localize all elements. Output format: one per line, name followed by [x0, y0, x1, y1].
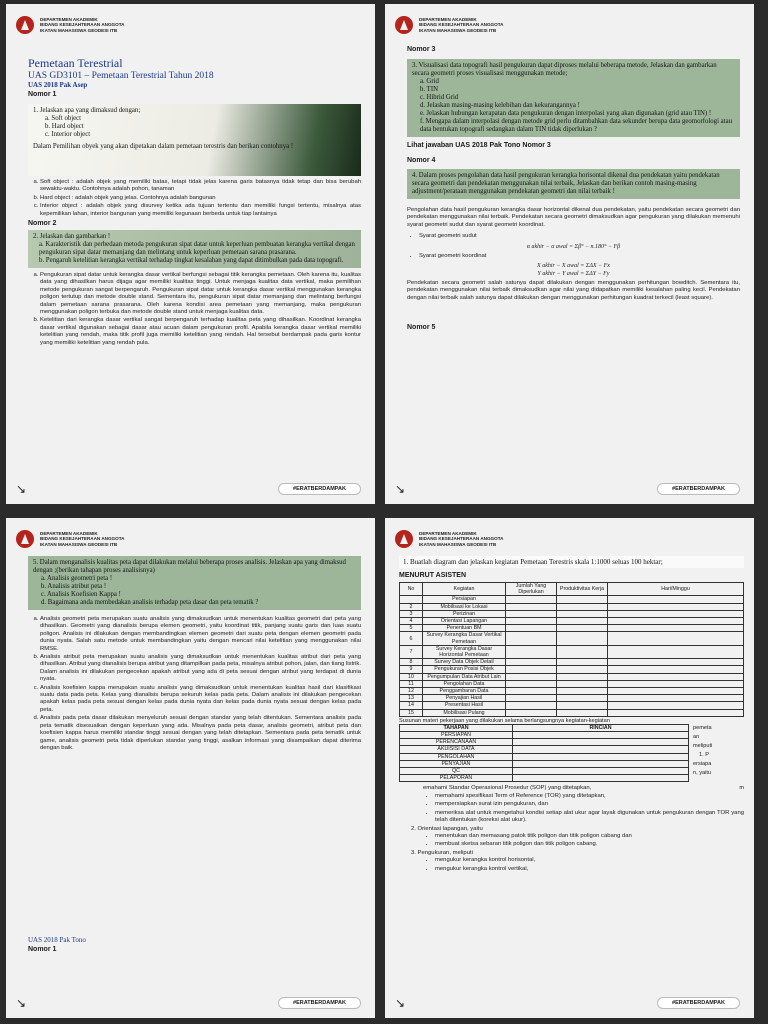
list-heading: 2. Orientasi lapangan, yaitu [411, 825, 483, 832]
header-line: IKATAN MAHASISWA GEODESI ITB [40, 541, 118, 547]
empty-cell [513, 732, 689, 739]
organization-logo [16, 16, 34, 34]
activity-name: Pengumpulan Data Atribut Lain [423, 673, 506, 680]
header-line: IKATAN MAHASISWA GEODESI ITB [40, 27, 118, 33]
column-header: No [400, 583, 423, 596]
answer-text [28, 616, 361, 752]
empty-cell [557, 702, 608, 709]
row-number: 5 [400, 625, 423, 632]
header-line: IKATAN MAHASISWA GEODESI ITB [419, 541, 497, 547]
answer-text: Pendekatan secara geometri salah satunya dapat dilakukan dengan menggunakan perhitungan bowditch. Sementara itu, pendekatan menggunakan nilai terbaik dimaksudkan agar nilai yang didapatkan memiliki kesalahan paling kecil. Pendekatan dengan nilai terbaik salah satunya dapat dilakukan dengan menggunakan perhitungan kuadrat terkecil (least square). [407, 280, 740, 301]
arrow-down-left-icon: ↘ [16, 482, 27, 496]
empty-cell [506, 603, 557, 610]
row-number: 8 [400, 659, 423, 666]
empty-cell [608, 680, 744, 687]
empty-cell [506, 695, 557, 702]
empty-cell [557, 680, 608, 687]
table-row [400, 673, 744, 680]
empty-cell [557, 625, 608, 632]
activity-name: Survey Data Objek Detail [423, 659, 506, 666]
answer-text [28, 179, 361, 218]
question-number: Nomor 4 [407, 157, 436, 164]
document-page-3 [6, 518, 375, 1018]
row-number: 15 [400, 709, 423, 716]
row-number: 9 [400, 666, 423, 673]
stage-name: QC [400, 768, 513, 775]
answer-item: b. Analisis atribut peta merupakan suatu analisis yang dimaksudkan untuk menentukan kualitas atribut dari peta yang dihasilkan. Atribut yang dianalisis berupa atribut yang ditampilkan pada peta, misalnya atribut pohon, jalan, dan tiang listrik. Dalam analisis ini dilakukan pengecekan apakah atribut yang ada di peta sesuai dengan atribut yang terdapat di dunia nyata. [40, 654, 361, 684]
empty-cell [608, 695, 744, 702]
table-row [400, 625, 744, 632]
table-row [400, 775, 689, 782]
activity-name: Pengolahan Data [423, 680, 506, 687]
hashtag-badge: #ERATBERDAMPAK [278, 997, 361, 1009]
empty-cell [557, 618, 608, 625]
empty-cell [557, 596, 608, 603]
column-header: Hari/Minggu [608, 583, 744, 596]
table-row [400, 645, 744, 658]
column-header: RINCIAN [513, 724, 689, 731]
row-number: 13 [400, 695, 423, 702]
table-caption: Susunan materi pekerjaan yang dilakukan selama berlangsungnya kegiatan-kegiatan [399, 717, 610, 724]
side-fragments: pemeta an meliputi 1. P ersiapa n, yaitu [693, 724, 713, 776]
empty-cell [557, 688, 608, 695]
list-item: • mengukur kerangka kontrol vertikal, [435, 866, 744, 873]
list-item: • mempersiapkan surat izin pengukuran, dan [435, 801, 744, 808]
answer-item: a. Soft object : adalah objek yang memiliki batas, tetapi tidak jelas karena garis batasnya tidak tetap dan bisa berubah sewaktu-waktu. Contohnya adalah pohon, tanaman [40, 179, 361, 194]
table-row [400, 659, 744, 666]
table-row [400, 732, 689, 739]
table-row [400, 760, 689, 767]
table-row [400, 695, 744, 702]
empty-cell [557, 666, 608, 673]
empty-cell [557, 695, 608, 702]
empty-cell [506, 688, 557, 695]
empty-cell [513, 739, 689, 746]
row-number: 14 [400, 702, 423, 709]
hashtag-badge: #ERATBERDAMPAK [278, 483, 361, 495]
page-header [395, 11, 503, 39]
activity-name: Presentasi Hasil [423, 702, 506, 709]
document-page-2 [385, 4, 754, 504]
activity-name: Pengukuran Posisi Objek [423, 666, 506, 673]
question-number: Nomor 1 [28, 946, 57, 953]
stage-name: PERSIAPAN [400, 732, 513, 739]
question-photo: 1. Buatlah diagram dan jelaskan kegiatan Pemetaan Terestris skala 1:1000 seluas 100 hektar; [399, 556, 744, 568]
column-header: TAHAPAN [400, 724, 513, 731]
stage-name: PENYAJIAN [400, 760, 513, 767]
empty-cell [608, 673, 744, 680]
question-number: Nomor 2 [28, 220, 57, 228]
list-item: • mengukur kerangka kontrol horisontal, [435, 857, 744, 864]
empty-cell [608, 596, 744, 603]
table-row [400, 753, 689, 760]
empty-cell [506, 632, 557, 645]
page-header [395, 525, 503, 553]
row-number: 12 [400, 688, 423, 695]
empty-cell [608, 702, 744, 709]
empty-cell [557, 659, 608, 666]
table-row [400, 746, 689, 753]
empty-cell [557, 673, 608, 680]
answer-reference: Lihat jawaban UAS 2018 Pak Tono Nomor 3 [407, 142, 551, 149]
stage-name: PELAPORAN [400, 775, 513, 782]
arrow-down-left-icon: ↘ [395, 996, 406, 1010]
table-row [400, 632, 744, 645]
activity-name: Orientasi Lapangan [423, 618, 506, 625]
empty-cell [608, 666, 744, 673]
stage-name: AKUISISI DATA [400, 746, 513, 753]
activity-name: Mobilisasi Pulang [423, 709, 506, 716]
list-item: • memeriksa alat untuk mengetahui kondisi setiap alat ukur agar layak digunakan untuk pengukuran dengan TOR yang telah ditentukan (koreksi alat ukur). [435, 810, 744, 825]
empty-cell [513, 753, 689, 760]
empty-cell [608, 688, 744, 695]
empty-cell [608, 659, 744, 666]
activity-name: Survey Kerangka Dasar Vertikal Pemetaan [423, 632, 506, 645]
list-item: • menentukan dan memasang patok titik poligon dan titik poligon cabang dan [435, 833, 744, 840]
list-heading: 3. Pengukuran, meliputi [411, 849, 473, 856]
question-number: Nomor 1 [28, 91, 57, 98]
question-photo: 5. Dalam menganalisis kualitas peta dapat dilakukan melalui beberapa proses analisis. Jelaskan apa yang dimaksud dengan ;(berikan tahapan proses analisisnya) a. Analisis geometri peta ! b. Analisis atribut peta ! c. Analisis Koefisien Kappa ! d. Bagaimana anda membedakan analisis terhadap peta dasar dan peta tematik ? [28, 556, 361, 610]
question-photo: 2. Jelaskan dan gambarkan ! a. Karakteristik dan perbedaan metoda pengukuran sipat datar untuk keperluan pembuatan kerangka vertikal dengan pengukuran sipat datar memanjang dan melintang untuk keperluan pemetaan sarana prasarana. b. Pengaruh ketelitian kerangka vertikal terhadap tingkat kesalahan yang dapat ditimbulkan pada data topografi. [28, 230, 361, 268]
row-number: 7 [400, 645, 423, 658]
organization-logo [16, 530, 34, 548]
empty-cell [506, 610, 557, 617]
formula-x: X akhir − X awal = ΣΔX − Fx [537, 263, 610, 270]
document-page-4: DEPARTEMEN AKADEMIK BIDANG KESEJAHTERAAN ANGGOTA IKATAN MAHASISWA GEODESI ITB 1. Buatlah diagram dan jelaskan kegiatan Pemetaan Terestris skala 1:1000 seluas 100 hektar; MENURUT ASISTEN No Kegiatan Jumlah Yang Diperlukan Produktivitas Kerja Hari/Minggu Persiapan 2 Mobilisasi ke Lokasi 3 Perizinan 4 Orientasi Lapangan 5 Penentuan BM 6 Survey Kerangka Dasar Vertikal Pemetaan 7 Survey Kerangka Dasar Horizontal Pemetaan 8 Survey Data Objek Detail 9 Pengukuran Posisi Objek 10 Pengumpulan Data Atribut Lain 11 Pengolahan Data 12 Penggambaran Data 13 Penyajian Hasil 14 Presentasi Hasil 15 Mobilisasi Pulang Susunan materi pekerjaan yang dilakukan selama berlangsungnya kegiatan-kegiatan TAHAPAN RINCIAN PERSIAPAN PERENCANAAN AKUISISI DATA PENGOLAHAN PENYAJIAN QC PELAPORAN pemeta an meliputi 1. P ersiapa n, yaitu m emahami Standar Operasional Prosedur (SOP) yang ditetapkan, • memahami spesifikasi Term of Reference (TOR) yang ditetapkan, • mempersiapkan surat izin pengukuran, dan • memeriksa alat untuk mengetahui kondisi setiap alat ukur agar layak digunakan untuk pengukuran dengan TOR yang telah ditentukan (koreksi alat ukur). 2. Orientasi lapangan, yaitu • menentukan dan memasang patok titik poligon dan titik poligon cabang dan • membuat sketsa sebaran titik poligon dan titik poligon cabang. 3. Pengukuran, meliputi • mengukur kerangka kontrol horisontal, • mengukur kerangka kontrol vertikal, ↘ #ERATBERDAMPAK [385, 518, 754, 1018]
arrow-down-left-icon: ↘ [395, 482, 406, 496]
answer-item: b. Hard object : adalah objek yang jelas. Contohnya adalah bangunan [40, 195, 361, 202]
activity-name: Survey Kerangka Dasar Horizontal Pemetaan [423, 645, 506, 658]
formula-y: Y akhir − Y awal = ΣΔY − Fy [537, 271, 610, 278]
empty-cell [506, 645, 557, 658]
list-item: • Syarat geometri koordinat [419, 253, 740, 260]
empty-cell [513, 760, 689, 767]
empty-cell [506, 702, 557, 709]
column-header: Produktivitas Kerja [557, 583, 608, 596]
empty-cell [506, 618, 557, 625]
question-number: Nomor 5 [407, 324, 436, 332]
empty-cell [557, 603, 608, 610]
table-row [400, 680, 744, 687]
row-number: 6 [400, 632, 423, 645]
answer-item: c. Analisis koefisien kappa merupakan suatu analisis yang dimaksudkan untuk menentukan kualitas hasil dari klasifikasi suatu data pada peta. Kelas yang dianalisis berupa sekuruh kelas pada peta. Dalam analisis ini dilakukan pengecekan apakah kelas pada peta sesuai dengan kelas pada dunia nyata dan kelas pada dunia nyata sesuai dengan kelas pada peta. [40, 685, 361, 715]
answer-item: c. Interior object : adalah objek yang disurvey ketika ada tujuan tertentu dan memiliki fungsi tertentu, misalnya atas kepemilikan lahan, interior bangunan yang memiliki kegunaan berbeda untuk tiap lantainya [40, 203, 361, 218]
question-photo: 4. Dalam proses pengolahan data hasil pengukuran kerangka horisontal dikenal dua pendekatan yaitu pendekatan secara geometri dan pendekatan menggunakan nilai terbaik, Jelaskan dan berikan contoh masing-masing adjustment/perataan menggunakan pendekatan geometri dan nilai terbaik ! [407, 169, 740, 199]
stage-table [399, 724, 689, 783]
table-row [400, 739, 689, 746]
question-photo: 3. Visualisasi data topografi hasil pengukuran dapat diproses melalui beberapa metode, Jelaskan dan gambarkan secara geometri proses visualisasi menggunakan metode; a. Grid b. TIN c. Hibrid Grid d. Jelaskan masing-masing kelebihan dan kekurangannya ! e. Jelaskan hubungan kerapatan data pengukuran dengan interpolasi yang akan digunakan (grid atau TIN) ! f. Mengapa dalam interpolasi dengan metode grid perlu ditambahkan data sekunder berupa data geomorfologi atau data bentukan topografi sedangkan dalam TIN tidak diperlukan ? [407, 59, 740, 137]
answer-item: b. Ketelitian dari kerangka dasar vertikal sangat berpengaruh terhadap kualitas peta yang dihasilkan. Koordinat kerangka dasar vertikal digunakan sebagai dasar atau acuan dalam pengukuran profil. Apabila kerangka dasar vertikal memiliki ketelitian yang rendah, maka titik profil juga memiliki ketelitian yang rendah. Hal tersebut berdampak pada garis kontur yang memiliki ketelitian yang rendah pula. [40, 317, 361, 347]
empty-cell [506, 673, 557, 680]
header-line: BIDANG KESEJAHTERAAN ANGGOTA [419, 536, 504, 542]
table-row [400, 596, 744, 603]
answer-item: a. Pengukuran sipat datar untuk kerangka dasar vertikal berfungsi sebagai titik kerangka pemetaan. Oleh karena itu, kualitas data yang dihasilkan harus dijaga agar memiliki kualitas tinggi. Untuk menjaga kualitas data vertikal, maka pemilihan metode pengukuran sangat berpengaruh. Pengukuran sipat datar untuk kerangka dasar vertikal menggunakan kerangka poligon tertutup dan metode double stand. Sementara itu, pengukuran sipat datar memanjang dan melintang berfungsi dalam pemetaan sarana prasarana. Oleh karena kondisi area pemetaan yang memanjang, maka pengukuran menggunakan poligon terbuka dan metode double stand untuk menjaga kualitas data. [40, 272, 361, 316]
formula-angle: α akhir − α awal = Σβ° − n.180° − Fβ [526, 243, 621, 250]
row-number: 10 [400, 673, 423, 680]
empty-cell [608, 709, 744, 716]
list-item: emahami Standar Operasional Prosedur (SOP) yang ditetapkan, [423, 785, 592, 792]
activity-name: Perizinan [423, 610, 506, 617]
table-row [400, 666, 744, 673]
hashtag-badge: #ERATBERDAMPAK [657, 997, 740, 1009]
empty-cell [506, 659, 557, 666]
table-row [400, 618, 744, 625]
empty-cell [506, 709, 557, 716]
row-number [400, 596, 423, 603]
organization-logo [395, 530, 413, 548]
list-item: • memahami spesifikasi Term of Reference (TOR) yang ditetapkan, [435, 793, 744, 800]
header-line: DEPARTEMEN AKADEMIK [419, 16, 477, 22]
table-row [400, 603, 744, 610]
table-row [400, 610, 744, 617]
table-row [400, 702, 744, 709]
empty-cell [608, 603, 744, 610]
header-line: BIDANG KESEJAHTERAAN ANGGOTA [40, 22, 125, 28]
empty-cell [608, 610, 744, 617]
empty-cell [557, 645, 608, 658]
document-title: Pemetaan Terestrial [28, 56, 123, 70]
row-number: 2 [400, 603, 423, 610]
header-line: DEPARTEMEN AKADEMIK [40, 16, 98, 22]
organization-logo [395, 16, 413, 34]
column-header: Jumlah Yang Diperlukan [506, 583, 557, 596]
empty-cell [557, 632, 608, 645]
stage-name: PENGOLAHAN [400, 753, 513, 760]
section-heading: MENURUT ASISTEN [399, 572, 467, 579]
header-line: DEPARTEMEN AKADEMIK [419, 530, 477, 536]
empty-cell [608, 618, 744, 625]
activity-table [399, 582, 744, 717]
header-line: IKATAN MAHASISWA GEODESI ITB [419, 27, 497, 33]
empty-cell [506, 625, 557, 632]
row-number: 11 [400, 680, 423, 687]
question-photo: 1. Jelaskan apa yang dimaksud dengan; a. Soft object b. Hard object c. Interior object Dalam Pemilihan obyek yang akan dipetakan dalam pemetaan terestris dan berikan contohnya ! [28, 104, 361, 176]
activity-name: Penyajian Hasil [423, 695, 506, 702]
exam-label: UAS 2018 Pak Asep [28, 81, 88, 89]
empty-cell [506, 666, 557, 673]
empty-cell [557, 610, 608, 617]
list-item: • Syarat geometri sudut [419, 233, 740, 240]
column-header: Kegiatan [423, 583, 506, 596]
answer-item: a. Analisis geometri peta merupakan suatu analisis yang dimaksudkan untuk menentukan kualitas geometri dari peta yang dihasilkan. Geometri yang dianalisis berupa elemen geometri, yaitu koordinat titik, panjang suatu garis dan luas suatu poligon. Analisis ini dilakukan dengan membandingkan elemen geometri dari suatu peta dengan elemen geometri pada dunia nyata. Salah satu metode untuk membandingkan yaitu dengan mencari nilai ketelitian yang menggunakan nilai RMSE. [40, 616, 361, 653]
empty-cell [506, 596, 557, 603]
row-number: 4 [400, 618, 423, 625]
table-row [400, 768, 689, 775]
header-line: BIDANG KESEJAHTERAAN ANGGOTA [40, 536, 125, 542]
table-row [400, 688, 744, 695]
course-subtitle: UAS GD3101 – Pemetaan Terestrial Tahun 2018 [28, 71, 214, 81]
activity-name: Mobilisasi ke Lokasi [423, 603, 506, 610]
row-number: 3 [400, 610, 423, 617]
header-line: BIDANG KESEJAHTERAAN ANGGOTA [419, 22, 504, 28]
empty-cell [608, 632, 744, 645]
answer-text [28, 272, 361, 347]
answer-text: Pengolahan data hasil pengukuran kerangka dasar horizontal dikenal dua pendekatan, yaitu pendekatan secara geometri dan pendekatan menggunakan nilai terbaik. Pendekatan secara geometri dimaksudkan agar pengukuran yang dilakukan memenuhi syarat geometri sudut dan syarat geometri koordinat. [407, 207, 740, 228]
list-item: • membuat sketsa sebaran titik poligon dan titik poligon cabang. [435, 841, 744, 848]
activity-name: Penggambaran Data [423, 688, 506, 695]
answer-item: d. Analisis pada peta dasar dilakukan menyeluruh sesuai dengan standar yang telah ditentukan. Sementara analisis pada peta tematik disesuaikan dengan keperluan yang ada. Misalnya pada peta dasar, analisis geometri, atribut peta dan koefisien kappa harus memiliki standar tinggi sesuai dengan yang telah ditetapkan. Sementara pada peta tematik untuk game, analisis geometri peta tidak diperlukan standar yang tinggi, asalkan informasi yang disampaikan dapat diterima dengan baik. [40, 715, 361, 752]
document-page-1 [6, 4, 375, 504]
empty-cell [506, 680, 557, 687]
activity-name: Penentuan BM [423, 625, 506, 632]
arrow-down-left-icon: ↘ [16, 996, 27, 1010]
activity-name: Persiapan [423, 596, 506, 603]
empty-cell [513, 746, 689, 753]
hashtag-badge: #ERATBERDAMPAK [657, 483, 740, 495]
stage-name: PERENCANAAN [400, 739, 513, 746]
empty-cell [608, 625, 744, 632]
table-row [400, 709, 744, 716]
page-header [16, 525, 124, 553]
question-number: Nomor 3 [407, 46, 436, 53]
empty-cell [557, 709, 608, 716]
header-line: DEPARTEMEN AKADEMIK [40, 530, 98, 536]
exam-label: UAS 2018 Pak Tono [28, 936, 86, 944]
empty-cell [608, 645, 744, 658]
page-header [16, 11, 124, 39]
empty-cell [513, 768, 689, 775]
empty-cell [513, 775, 689, 782]
